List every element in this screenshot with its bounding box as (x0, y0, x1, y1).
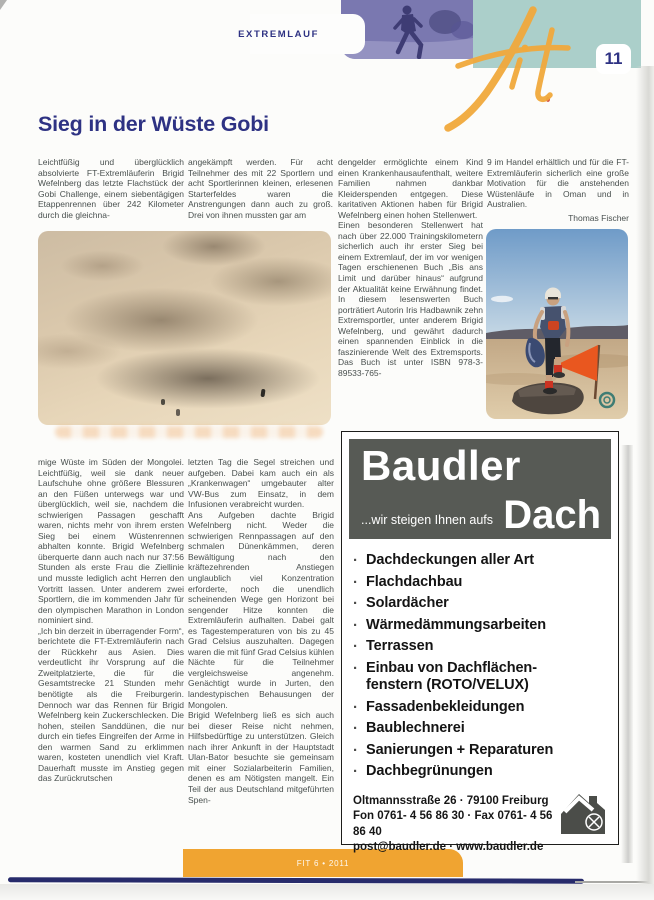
paragraph: Leichtfüßig und überglücklich absolvierte FT-Extremläuferin Brigid Wefelnberg das letzte Flachstück der Gobi Challenge, einem siebentägigen Etappenrennen über 242 Kilometer durch die gleichna- (38, 157, 184, 220)
bullet-icon: · (353, 763, 358, 780)
service-label: Sanierungen + Reparaturen (366, 741, 554, 758)
tiny-runner-figure (260, 389, 265, 397)
ad-phone-fax: Fon 0761- 4 56 86 30 · Fax 0761- 4 56 86 40 (353, 810, 553, 838)
paragraph: 9 im Handel erhältlich und für die FT-Extremläuferin sicherlich eine große Motivation für die anstehenden Wüstenläufe in Oman und in Australien. (487, 157, 629, 210)
paragraph: „Ich bin derzeit in überragender Form“, berichtete die FT-Extremläuferin nach der Rückkehr aus Asien. Dies verdeutlicht ihr Vorsprung auf die Zweitplatzierte, die für die Gesamtstrecke 21 Stunden mehr benötigte als die Freiburgerin. Dennoch war das Rennen für Brigid Wefelnberg kein Zuckerschlecken. Die hohen, steilen Sanddünen, die nur durch ein tiefes Eingreifen der Arme in den warmen Sand zu erklimmen waren, kosteten unendlich viel Kraft. Dauerhaft musste im Anstieg gegen das Zurückrutschen (38, 625, 184, 784)
bullet-icon: · (353, 659, 358, 677)
ad-service-list (349, 552, 611, 781)
page-number: 11 (604, 49, 623, 68)
article-column-2-top (188, 157, 333, 220)
ad-email-web: post@baudler.de · www.baudler.de (353, 841, 544, 853)
bullet-icon: · (353, 720, 358, 737)
tiny-runner-figure (176, 409, 180, 416)
paragraph: Einen besonderen Stellenwert hat nach über 22.000 Trainingskilometern sicherlich auch ihr erster Sieg bei einem Extremlauf, der im vor wenigen Tagen erschienenen Buch „Bis ans Limit und darüber hinaus“ aufgrund der Aktualität keine Erwähnung findet. In diesem lesenswerten Buch porträtiert Autorin Iris Hadbawnik zehn Extremsportler, unter anderem Brigid Wefelnberg, und gewährt dadurch einen spannenden Einblick in die faszinierende Welt des Extremsports. Das Buch ist unter ISBN 978-3-89533-765- (338, 220, 483, 378)
service-label: Terrassen (366, 638, 434, 654)
service-label: Flachdachbau (366, 573, 463, 590)
paragraph: angekämpft werden. Für acht Teilnehmer des mit 22 Sportlern und acht Sportlerinnen kleinen, erlesenen Starterfeldes waren die Anstrengungen dann auch zu groß. Drei von ihnen mussten gar am (188, 157, 333, 220)
paragraph: dengelder ermöglichte einem Kind einen Krankenhausaufenthalt, weitere Familien nahmen dankbar Kleiderspenden entgegen. Diese karitativen Aktionen haben für Brigid Wefelnberg einen hohen Stellenwert. (338, 157, 483, 220)
roof-crest-icon (559, 782, 609, 836)
page-number-box (596, 44, 631, 74)
paragraph: Brigid Wefelnberg ließ es sich auch bei dieser Reise nicht nehmen, Hilfsbedürftige zu unterstützen. Gleich nach ihrer Ankunft in der Hauptstadt Ulan-Bator besuchte sie gemeinsam mit einer Sozialarbeiterin Familien, denen es am Nötigsten mangelt. Ein Teil der aus Deutschland mitgeführten Spen- (188, 710, 334, 805)
runner-photo-art (486, 229, 628, 419)
article-column-1-lower (38, 457, 184, 784)
service-label: Einbau von Dachflächen-fenstern (ROTO/VELUX) (366, 659, 537, 693)
ad-street-city: Oltmannsstraße 26 · 79100 Freiburg (353, 794, 549, 807)
article-column-2-lower (188, 457, 334, 805)
category-tab (238, 14, 365, 54)
category-label: EXTREMLAUF (238, 28, 319, 40)
paragraph: letzten Tag die Segel streichen und aufgeben. Dabei kam auch ein als „Krankenwagen“ umgebauter alter VW-Bus zum Einsatz, in dem Infusionen verabreicht wurden. (188, 457, 334, 510)
ad-header (349, 439, 611, 539)
list-item (353, 660, 611, 695)
service-label: Wärmedämmungsarbeiten (366, 616, 546, 633)
bullet-icon: · (353, 552, 358, 569)
scan-corner-mark (0, 0, 7, 10)
list-item (353, 763, 611, 781)
photo-runner-with-flag (486, 229, 628, 419)
bullet-icon: · (353, 616, 358, 634)
paragraph: mige Wüste im Süden der Mongolei. Leichtfüßig, weil sie dank neuer Laufschuhe ohne größere Blessuren an den Füßen unterwegs war und überglücklich, weil sie, nachdem die schwierigen Passagen geschafft waren, nichts mehr von ihrem ersten Sieg bei einem Wüstenrennen abhalten konnte. Brigid Wefelnberg überquerte dann auch nach nur 37:56 Stunden als erste Frau die Ziellinie und musste lediglich acht Herren den Vortritt lassen. Unter anderem zwei Sportlern, die im kommenden Jahr für den olympischen Marathon in London nominiert sind. (38, 457, 184, 626)
bullet-icon: · (353, 595, 358, 612)
page-show-through (55, 426, 323, 438)
article-column-3 (338, 157, 483, 378)
page-right-edge (636, 66, 654, 884)
list-item (353, 574, 611, 592)
service-label: Baublechnerei (366, 720, 465, 736)
list-item (353, 595, 611, 613)
ad-brand-name: Baudler (361, 442, 521, 489)
service-label: Dachbegrünungen (366, 763, 493, 779)
tiny-runner-figure (161, 399, 165, 405)
list-item (353, 742, 611, 760)
fit-logo-icon (408, 2, 580, 132)
bullet-icon: · (353, 741, 358, 759)
list-item (353, 638, 611, 656)
article-column-4-top (487, 157, 629, 223)
list-item (353, 617, 611, 635)
bullet-icon: · (353, 698, 358, 716)
baudler-ad (341, 431, 619, 853)
page-bottom-edge (0, 884, 654, 900)
page-bottom-rule (8, 877, 584, 884)
ad-address-block (349, 794, 564, 856)
ad-tagline-row (361, 493, 601, 538)
article-title: Sieg in der Wüste Gobi (38, 112, 269, 136)
service-label: Dachdeckungen aller Art (366, 552, 534, 568)
article-column-1-top (38, 157, 184, 220)
byline: Thomas Fischer (568, 212, 629, 223)
service-label: Fassadenbekleidungen (366, 698, 525, 715)
footer-issue-label: FIT 6 • 2011 (296, 858, 350, 868)
service-label: Solardächer (366, 595, 449, 611)
ad-brand-word2: Dach (503, 493, 601, 538)
photo-desert-dunes (38, 231, 331, 425)
list-item (353, 720, 611, 738)
list-item (353, 699, 611, 717)
bullet-icon: · (353, 638, 358, 655)
list-item (353, 552, 611, 570)
ad-tagline: ...wir steigen Ihnen aufs (361, 513, 494, 527)
paragraph: Ans Aufgeben dachte Brigid Wefelnberg nicht. Weder die schwierigen Rennpassagen auf den schmalen Dünenkämmen, deren Bewältigung nach den kräftezehrenden Anstiegen unglaublich viel Konzentration erforderte, noch die unendlich scheinenden Wege gen Horizont bei sengender Hitze konnten die Extremläuferin aufhalten. Dabei galt es Tagestemperaturen von bis zu 45 Grad Celsius auszuhalten. Dagegen waren die mit fünf Grad Celsius kühlen Nächte für die Teilnehmer vergleichsweise angenehm. Genächtigt wurde in Jurten, den landestypischen Behausungen der Mongolen. (188, 509, 334, 710)
scan-shade-strip (621, 445, 633, 863)
bullet-icon: · (353, 573, 358, 591)
